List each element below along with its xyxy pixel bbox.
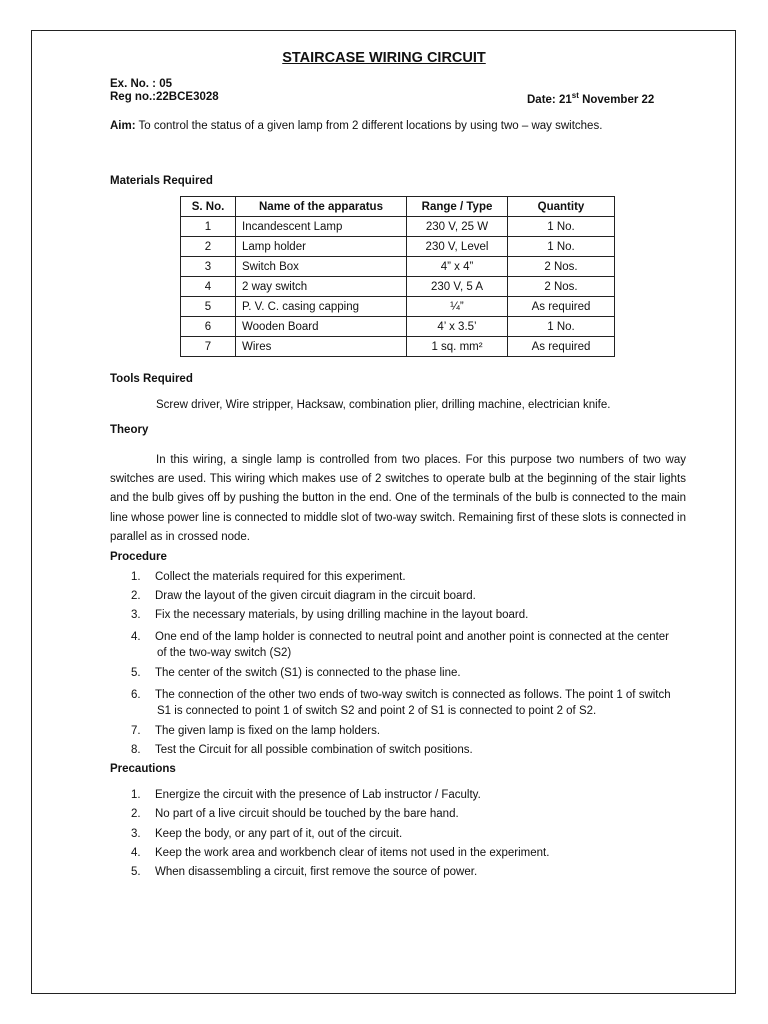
page-title: STAIRCASE WIRING CIRCUIT <box>282 50 486 66</box>
table-cell: As required <box>508 297 615 317</box>
precaution-text: When disassembling a circuit, first remove the source of power. <box>155 866 478 878</box>
table-cell: 230 V, Level <box>407 237 508 257</box>
aim-text: To control the status of a given lamp from 2 different locations by using two – way switches. <box>135 120 603 132</box>
procedure-heading: Procedure <box>110 551 167 563</box>
theory-paragraph <box>110 451 686 547</box>
theory-text: In this wiring, a single lamp is controlled from two places. For this purpose two numbers of two way switches are used. This wiring which makes use of 2 switches to operate bulb at the beginning of the stair lights and the bulb gives off by pushing the button in the end. One of the terminals of the bulb is connected to the main line whose power line is connected to middle slot of two-way switch. Remaining first of these slots is connected in parallel as in crossed node. <box>110 454 686 543</box>
table-row <box>181 237 615 257</box>
step-number: 8. <box>131 744 141 756</box>
table-cell: 7 <box>181 337 236 357</box>
precaution-number: 5. <box>131 866 141 878</box>
step-number: 7. <box>131 725 141 737</box>
step-text: S1 is connected to point 1 of switch S2 and point 2 of S1 is connected to point 2 of S2. <box>157 705 597 717</box>
date-label: Date: 21 <box>527 93 572 106</box>
table-cell: 2 Nos. <box>508 257 615 277</box>
tools-text: Screw driver, Wire stripper, Hacksaw, combination plier, drilling machine, electrician knife. <box>156 399 611 411</box>
step-number: 5. <box>131 667 141 679</box>
precaution-number: 3. <box>131 828 141 840</box>
step-text: Draw the layout of the given circuit diagram in the circuit board. <box>155 590 476 602</box>
step-number: 1. <box>131 571 141 583</box>
step-text: The given lamp is fixed on the lamp holders. <box>155 725 381 737</box>
precaution-text: Keep the body, or any part of it, out of the circuit. <box>155 828 403 840</box>
table-cell: 1 No. <box>508 217 615 237</box>
table-row <box>181 297 615 317</box>
step-text: Collect the materials required for this experiment. <box>155 571 406 583</box>
tools-heading: Tools Required <box>110 373 193 385</box>
table-cell: 6 <box>181 317 236 337</box>
aim <box>110 120 602 132</box>
step-text: Fix the necessary materials, by using drilling machine in the layout board. <box>155 609 529 621</box>
step-number: 4. <box>131 631 141 643</box>
date-suffix: st <box>571 91 579 100</box>
precaution-number: 2. <box>131 808 141 820</box>
table-row <box>181 257 615 277</box>
theory-heading: Theory <box>110 424 149 436</box>
step-text: One end of the lamp holder is connected to neutral point and another point is connected at the center <box>155 631 670 643</box>
table-cell: 1 <box>181 217 236 237</box>
table-cell: 4 <box>181 277 236 297</box>
table-cell: 1 sq. mm² <box>407 337 508 357</box>
materials-heading: Materials Required <box>110 175 213 187</box>
table-cell: 4” x 4” <box>407 257 508 277</box>
reg-no: Reg no.:22BCE3028 <box>110 91 219 103</box>
table-cell: 230 V, 5 A <box>407 277 508 297</box>
step-text: The connection of the other two ends of two-way switch is connected as follows. The point 1 of switch <box>155 689 671 701</box>
table-cell: 1 No. <box>508 237 615 257</box>
table-cell: 1 No. <box>508 317 615 337</box>
table-cell: 5 <box>181 297 236 317</box>
precaution-number: 4. <box>131 847 141 859</box>
date <box>527 91 654 106</box>
ex-no: Ex. No. : 05 <box>110 78 172 90</box>
column-header: S. No. <box>181 197 236 217</box>
date-rest: November 22 <box>578 93 655 106</box>
table-cell: 4’ x 3.5’ <box>407 317 508 337</box>
column-header: Quantity <box>508 197 615 217</box>
precaution-text: Keep the work area and workbench clear of items not used in the experiment. <box>155 847 550 859</box>
table-row <box>181 217 615 237</box>
table-cell: 2 <box>181 237 236 257</box>
step-number: 6. <box>131 689 141 701</box>
precautions-heading: Precautions <box>110 763 176 775</box>
table-cell: Switch Box <box>236 257 407 277</box>
precaution-text: Energize the circuit with the presence of Lab instructor / Faculty. <box>155 789 481 801</box>
table-row <box>181 337 615 357</box>
materials-table <box>180 196 615 357</box>
column-header: Name of the apparatus <box>236 197 407 217</box>
table-cell: ¼” <box>407 297 508 317</box>
table-cell: Lamp holder <box>236 237 407 257</box>
table-cell: 3 <box>181 257 236 277</box>
table-cell: Wooden Board <box>236 317 407 337</box>
table-cell: P. V. C. casing capping <box>236 297 407 317</box>
table-cell: 2 way switch <box>236 277 407 297</box>
table-row <box>181 317 615 337</box>
step-text: Test the Circuit for all possible combination of switch positions. <box>155 744 473 756</box>
table-row <box>181 277 615 297</box>
step-number: 2. <box>131 590 141 602</box>
table-header-row <box>181 197 615 217</box>
table-cell: 2 Nos. <box>508 277 615 297</box>
aim-label: Aim: <box>110 120 136 132</box>
precaution-number: 1. <box>131 789 141 801</box>
table-cell: 230 V, 25 W <box>407 217 508 237</box>
step-text: of the two-way switch (S2) <box>157 647 292 659</box>
step-text: The center of the switch (S1) is connected to the phase line. <box>155 667 461 679</box>
precaution-text: No part of a live circuit should be touched by the bare hand. <box>155 808 459 820</box>
step-number: 3. <box>131 609 141 621</box>
table-cell: As required <box>508 337 615 357</box>
table-cell: Wires <box>236 337 407 357</box>
table-cell: Incandescent Lamp <box>236 217 407 237</box>
column-header: Range / Type <box>407 197 508 217</box>
